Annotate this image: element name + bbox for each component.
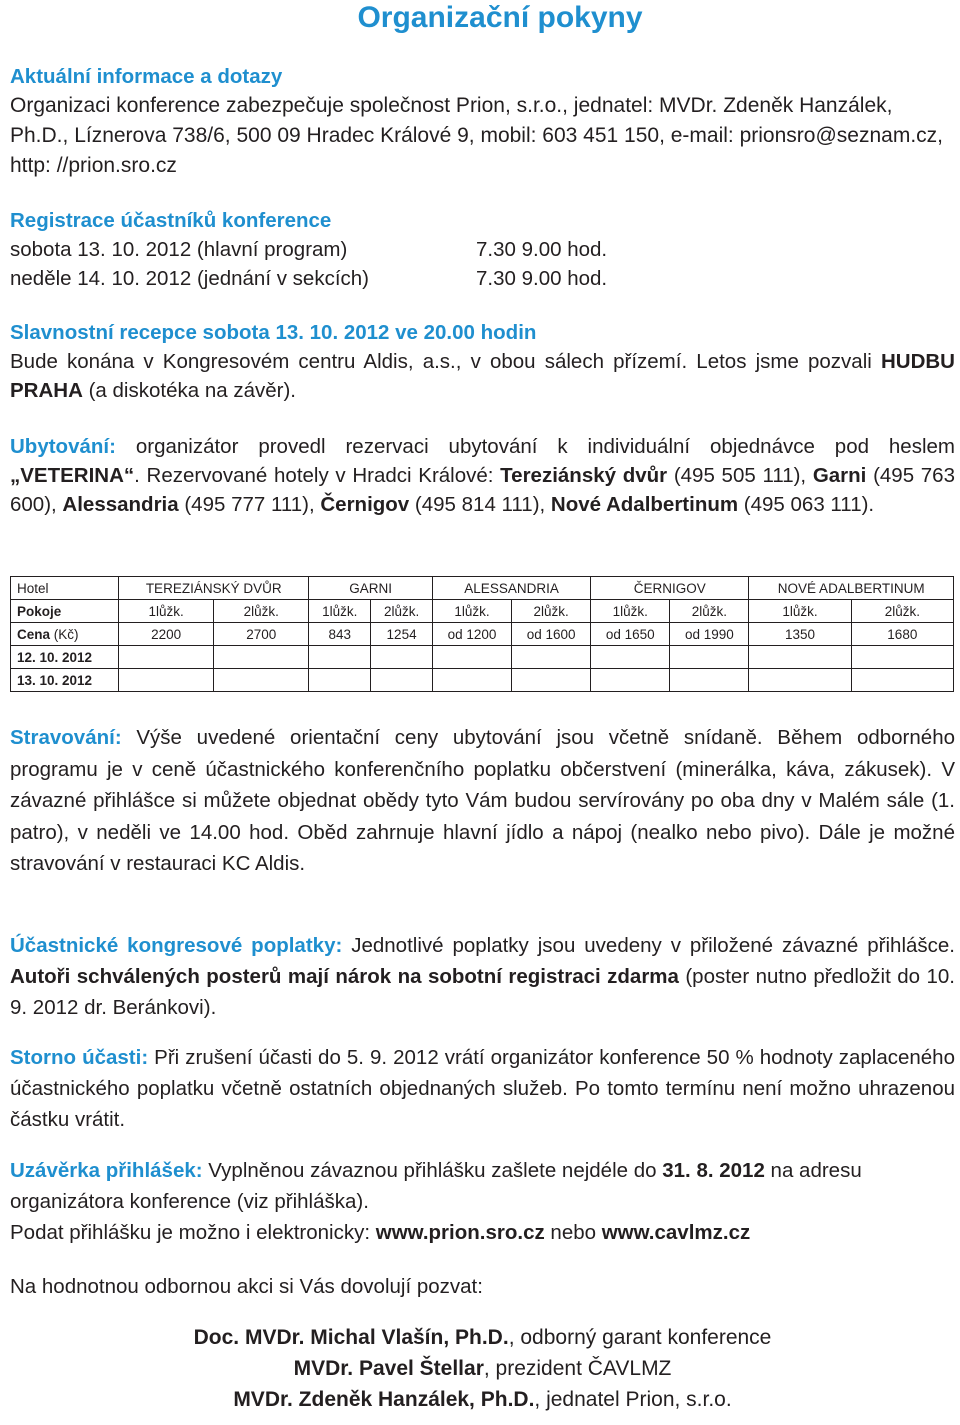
hotel-name: Černigov xyxy=(320,493,410,516)
table-cell xyxy=(432,669,511,692)
table-cell: od 1200 xyxy=(432,623,511,646)
info-heading: Aktuální informace a dotazy xyxy=(10,65,283,88)
table-cell: 1lůžk. xyxy=(591,600,670,623)
accommodation-text-2: . Rezervované hotely v Hradci Králové: xyxy=(134,464,501,487)
signature-line xyxy=(10,1353,955,1384)
invite-section xyxy=(10,1272,955,1301)
table-cell: 1350 xyxy=(749,623,851,646)
hotel-name: Garni xyxy=(812,464,867,487)
food-body: Výše uvedené orientační ceny ubytování jsou včetně snídaně. Během odborného programu je v ceně účastnického konferenčního poplatku občerstvení (minerálka, káva, zákusek). V závazné přihlášce si můžete objednat obědy tyto Vám budou servírovány po oba dny v Malém sále (1. patro), v neděli ve 14.00 hod. Oběd zahrnuje hlavní jídlo a nápoj (nealko nebo pivo). Dále je možné stravování v restauraci KC Aldis. xyxy=(10,726,955,875)
table-cell: od 1600 xyxy=(512,623,591,646)
registration-heading: Registrace účastníků konference xyxy=(10,209,332,232)
hotel-name: Tereziánský dvůr xyxy=(500,464,668,487)
hotel-name: Nové Adalbertinum xyxy=(550,493,739,516)
table-hotel-name: ALESSANDRIA xyxy=(432,577,590,600)
deadline-section xyxy=(10,1155,955,1248)
table-cell xyxy=(670,646,749,669)
fees-bold: Autoři schválených posterů mají nárok na sobotní registraci zdarma xyxy=(10,965,679,988)
registration-row xyxy=(10,235,955,264)
reception-text xyxy=(10,347,955,405)
fees-text-1: Jednotlivé poplatky jsou uvedeny v přiložené závazné přihlášce. xyxy=(342,934,955,957)
page-title: Organizační pokyny xyxy=(357,1,643,34)
table-cell xyxy=(591,669,670,692)
table-cell: 2lůžk. xyxy=(214,600,309,623)
hotel-phone: (495 814 111), xyxy=(409,493,551,516)
cancel-text xyxy=(10,1042,955,1135)
table-date: 12. 10. 2012 xyxy=(11,646,119,669)
reception-section xyxy=(10,318,955,405)
registration-day: neděle 14. 10. 2012 (jednání v sekcích) xyxy=(10,267,369,290)
accommodation-password: „VETERINA“ xyxy=(10,464,135,487)
table-row xyxy=(11,600,954,623)
table-cell xyxy=(309,669,371,692)
deadline-online xyxy=(10,1217,955,1248)
prion-link[interactable]: www.prion.sro.cz xyxy=(375,1221,545,1244)
table-cell xyxy=(119,669,214,692)
table-cell xyxy=(749,669,851,692)
table-header-row xyxy=(11,577,954,600)
hotel-phone: (495 763 600), xyxy=(10,464,955,516)
table-cell xyxy=(432,646,511,669)
registration-section xyxy=(10,206,955,293)
signature-line xyxy=(10,1322,955,1353)
reception-band: HUDBU PRAHA xyxy=(10,350,955,402)
signature-role: , odborný garant konference xyxy=(508,1326,772,1349)
signature-name: MVDr. Pavel Štellar xyxy=(293,1357,484,1380)
signature-role: , jednatel Prion, s.r.o. xyxy=(534,1388,732,1411)
fees-section xyxy=(10,930,955,1023)
table-row xyxy=(11,623,954,646)
table-cell xyxy=(214,646,309,669)
table-hotel-name: NOVÉ ADALBERTINUM xyxy=(749,577,954,600)
table-cell: 1lůžk. xyxy=(749,600,851,623)
hotel-phone: (495 777 111), xyxy=(178,493,321,516)
hotel-phone: (495 063 111). xyxy=(738,493,875,516)
info-section xyxy=(10,62,955,181)
table-cell xyxy=(371,669,433,692)
info-text: Organizaci konference zabezpečuje společnost Prion, s.r.o., jednatel: MVDr. Zdeněk Hanzálek, Ph.D., Líznerova 738/6, 500 09 Hradec Králové 9, mobil: 603 451 150, e-mail: prionsro@seznam.cz, http: //prion.sro.cz xyxy=(10,94,943,177)
deadline-online-text: Podat přihlášku je možno i elektronicky: xyxy=(10,1221,376,1244)
table-cell xyxy=(670,669,749,692)
signature-name: MVDr. Zdeněk Hanzálek, Ph.D. xyxy=(233,1388,535,1411)
table-cell xyxy=(512,669,591,692)
table-cell: od 1990 xyxy=(670,623,749,646)
table-cell: 2lůžk. xyxy=(512,600,591,623)
deadline-or: nebo xyxy=(544,1221,602,1244)
hotel-name: Alessandria xyxy=(62,493,179,516)
table-cell: 843 xyxy=(309,623,371,646)
table-hotel-name: TEREZIÁNSKÝ DVŮR xyxy=(119,577,309,600)
table-row xyxy=(11,646,954,669)
deadline-label: Uzávěrka přihlášek: xyxy=(10,1159,203,1182)
table-cell xyxy=(214,669,309,692)
table-date: 13. 10. 2012 xyxy=(11,669,119,692)
table-cell xyxy=(591,646,670,669)
cancel-label: Storno účasti: xyxy=(10,1046,149,1069)
table-cell: 2200 xyxy=(119,623,214,646)
invite-text: Na hodnotnou odbornou akci si Vás dovolují pozvat: xyxy=(10,1275,483,1298)
table-cell xyxy=(851,669,953,692)
deadline-text xyxy=(10,1155,955,1217)
table-header-label: Hotel xyxy=(11,577,119,600)
table-hotel-name: ČERNIGOV xyxy=(591,577,749,600)
table-cell xyxy=(371,646,433,669)
reception-text-1: Bude konána v Kongresovém centru Aldis, a.s., v obou sálech přízemí. Letos jsme pozvali xyxy=(10,350,881,373)
signature-name: Doc. MVDr. Michal Vlašín, Ph.D. xyxy=(193,1326,509,1349)
hotel-phone: (495 505 111), xyxy=(667,464,813,487)
table-cell: 2700 xyxy=(214,623,309,646)
table-cell xyxy=(309,646,371,669)
food-section xyxy=(10,722,955,880)
table-row xyxy=(11,669,954,692)
table-cell xyxy=(512,646,591,669)
registration-time: 7.30 9.00 hod. xyxy=(476,267,608,290)
deadline-text-1: Vyplněnou závaznou přihlášku zašlete nejdéle do xyxy=(202,1159,663,1182)
cancel-body: Při zrušení účasti do 5. 9. 2012 vrátí organizátor konference 50 % hodnoty zaplaceného účastnického poplatku včetně ostatních objednaných služeb. Po tomto termínu není možno uhrazenou částku vrátit. xyxy=(10,1046,955,1131)
table-cell xyxy=(851,646,953,669)
table-cell: 1lůžk. xyxy=(309,600,371,623)
signatures xyxy=(10,1322,955,1415)
table-cell: 2lůžk. xyxy=(670,600,749,623)
table-cell: 1254 xyxy=(371,623,433,646)
cavlmz-link[interactable]: www.cavlmz.cz xyxy=(601,1221,751,1244)
table-cell: 1lůžk. xyxy=(119,600,214,623)
table-cell: 1680 xyxy=(851,623,953,646)
table-price-label xyxy=(11,623,119,646)
table-cell: od 1650 xyxy=(591,623,670,646)
signature-role: , prezident ČAVLMZ xyxy=(483,1357,672,1380)
table-cell: 2lůžk. xyxy=(851,600,953,623)
fees-label: Účastnické kongresové poplatky: xyxy=(10,934,343,957)
fees-text-2: (poster nutno předložit do 10. 9. 2012 dr. Beránkovi). xyxy=(10,965,955,1019)
price-label: Cena xyxy=(17,626,51,642)
accommodation-label: Ubytování: xyxy=(10,435,116,458)
fees-text xyxy=(10,930,955,1023)
table-cell: 2lůžk. xyxy=(371,600,433,623)
table-cell xyxy=(119,646,214,669)
cancel-section xyxy=(10,1042,955,1135)
table-cell: 1lůžk. xyxy=(432,600,511,623)
registration-day: sobota 13. 10. 2012 (hlavní program) xyxy=(10,238,348,261)
price-unit: (Kč) xyxy=(50,626,79,642)
food-label: Stravování: xyxy=(10,726,122,749)
reception-text-2: (a diskotéka na závěr). xyxy=(82,379,296,402)
signature-line xyxy=(10,1384,955,1415)
table-cell xyxy=(749,646,851,669)
table-hotel-name: GARNI xyxy=(309,577,433,600)
accommodation-section xyxy=(10,432,955,519)
hotel-price-table xyxy=(10,576,954,692)
reception-heading: Slavnostní recepce sobota 13. 10. 2012 ve 20.00 hodin xyxy=(10,321,537,344)
deadline-text-2: na adresu organizátora konference (viz přihláška). xyxy=(10,1159,862,1213)
food-text xyxy=(10,722,955,880)
accommodation-text-1: organizátor provedl rezervaci ubytování k individuální objednávce pod heslem xyxy=(115,435,955,458)
registration-row xyxy=(10,264,955,293)
deadline-date: 31. 8. 2012 xyxy=(662,1159,765,1182)
registration-time: 7.30 9.00 hod. xyxy=(476,238,608,261)
table-room-label: Pokoje xyxy=(11,600,119,623)
accommodation-text xyxy=(10,432,955,519)
